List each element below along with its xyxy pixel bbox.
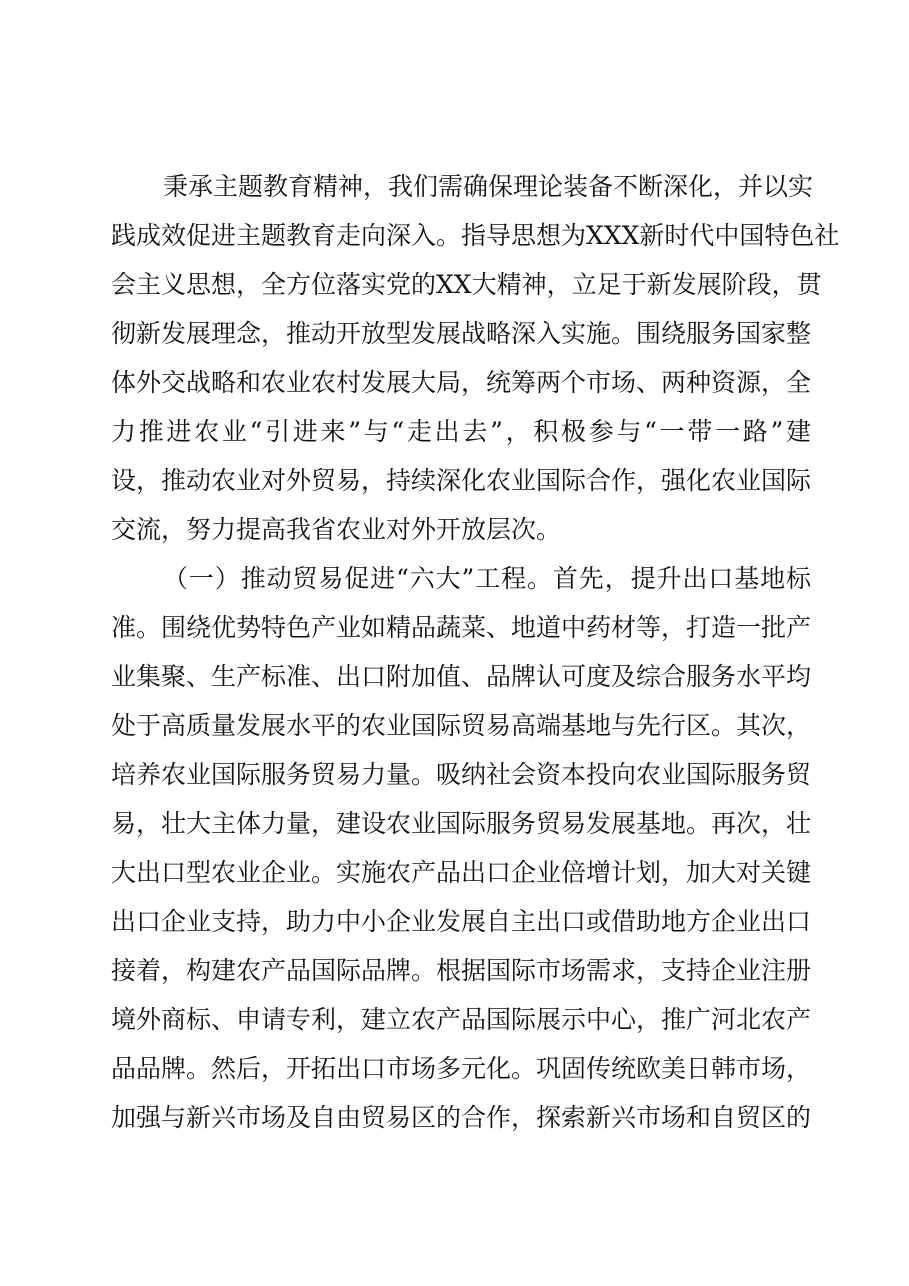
paragraph-2 — [111, 554, 811, 1142]
text-line: 品品牌。然后，开拓出口市场多元化。巩固传统欧美日韩市场， — [111, 1054, 812, 1083]
text-line: 秉承主题教育精神，我们需确保理论装备不断深化，并以实 — [163, 172, 814, 201]
text-line: 设，推动农业对外贸易，持续深化农业国际合作，强化农业国际 — [111, 466, 812, 495]
text-line: 准。围绕优势特色产业如精品蔬菜、地道中药材等，打造一批产 — [111, 613, 812, 642]
text-line: 出口企业支持，助力中小企业发展自主出口或借助地方企业出口 — [111, 907, 812, 936]
text-line: 彻新发展理念，推动开放型发展战略深入实施。围绕服务国家整 — [111, 319, 812, 348]
body-text — [111, 162, 840, 1142]
text-line: 接着，构建农产品国际品牌。根据国际市场需求，支持企业注册 — [111, 956, 812, 985]
text-line: 培养农业国际服务贸易力量。吸纳社会资本投向农业国际服务贸 — [111, 760, 812, 789]
text-line: 力推进农业“引进来”与“走出去”，积极参与“一带一路”建 — [111, 417, 811, 446]
text-line: 加强与新兴市场及自由贸易区的合作，探索新兴市场和自贸区的 — [111, 1103, 812, 1132]
text-line: 大出口型农业企业。实施农产品出口企业倍增计划，加大对关键 — [111, 858, 812, 887]
text-line: 践成效促进主题教育走向深入。指导思想为XXX新时代中国特色社 — [111, 221, 840, 250]
text-line: 体外交战略和农业农村发展大局，统筹两个市场、两种资源，全 — [111, 368, 812, 397]
text-line: 境外商标、申请专利，建立农产品国际展示中心，推广河北农产 — [111, 1005, 812, 1034]
text-line: 处于高质量发展水平的农业国际贸易高端基地与先行区。其次， — [111, 711, 812, 740]
text-line: 交流，努力提高我省农业对外开放层次。 — [111, 515, 562, 544]
text-line: 业集聚、生产标准、出口附加值、品牌认可度及综合服务水平均 — [111, 662, 812, 691]
text-line: （一）推动贸易促进“六大”工程。首先，提升出口基地标 — [163, 564, 811, 593]
paragraph-1 — [111, 162, 840, 554]
text-line: 会主义思想，全方位落实党的XX大精神，立足于新发展阶段，贯 — [111, 270, 822, 299]
text-line: 易，壮大主体力量，建设农业国际服务贸易发展基地。再次，壮 — [111, 809, 812, 838]
